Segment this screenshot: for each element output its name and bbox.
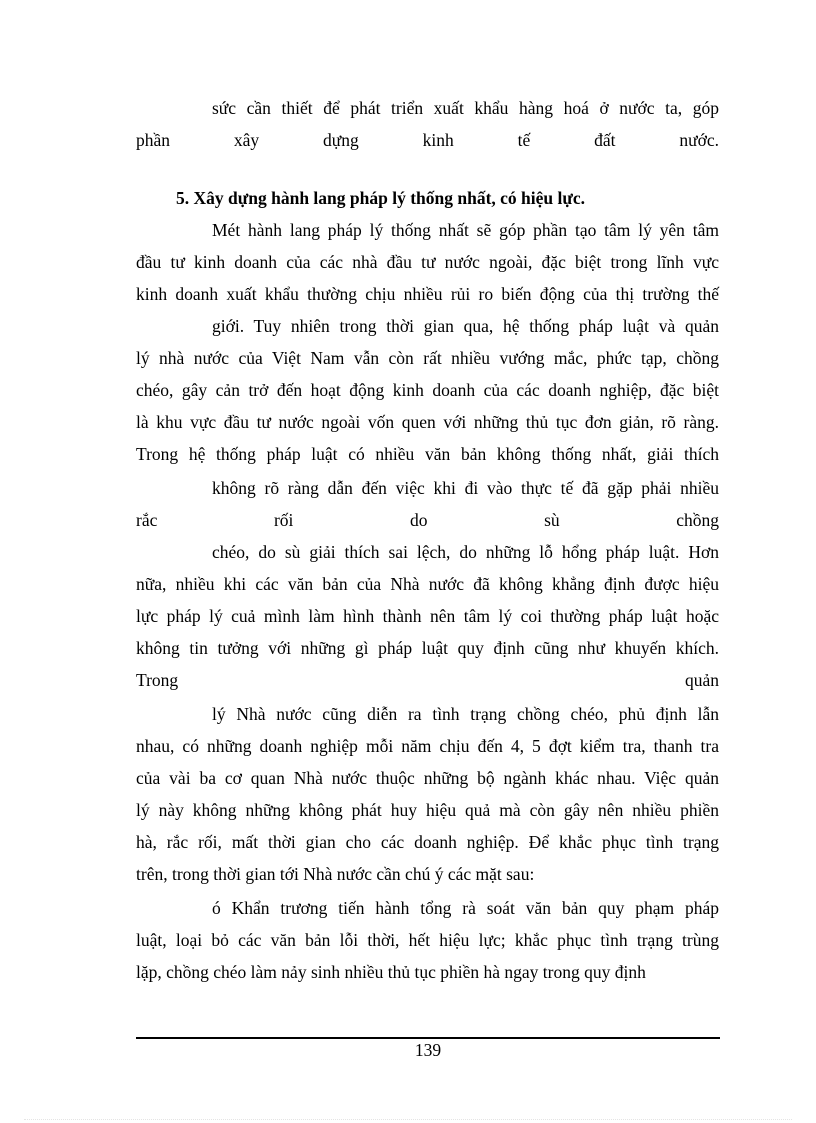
text-line: chéo, gây cản trở đến hoạt động kinh doanh của các doanh nghiệp, đặc biệt	[136, 380, 719, 400]
text-line: Mét hành lang pháp lý thống nhất sẽ góp phần tạo tâm lý yên tâm	[212, 220, 719, 240]
text-line: Trong quản	[136, 670, 719, 690]
text-line: lý Nhà nước cũng diễn ra tình trạng chồng chéo, phủ định lẫn	[212, 704, 719, 724]
text-line: sức cần thiết để phát triển xuất khẩu hàng hoá ở nước ta, góp	[212, 98, 719, 118]
text-line: phần xây dựng kinh tế đất nước.	[136, 130, 719, 150]
text-line: không rõ ràng dẫn đến việc khi đi vào thực tế đã gặp phải nhiều	[212, 478, 719, 498]
text-line: lực pháp lý cuả mình làm hình thành nên tâm lý coi thường pháp luật hoặc	[136, 606, 719, 626]
text-line: Trong hệ thống pháp luật có nhiều văn bản không thống nhất, giải thích	[136, 444, 719, 464]
text-line: nữa, nhiều khi các văn bản của Nhà nước đã không khẳng định được hiệu	[136, 574, 719, 594]
text-line: không tin tưởng với những gì pháp luật quy định cũng như khuyến khích.	[136, 638, 719, 658]
text-line: hà, rắc rối, mất thời gian cho các doanh nghiệp. Để khắc phục tình trạng	[136, 832, 719, 852]
text-line: kinh doanh xuất khẩu thường chịu nhiều rủi ro biến động của thị trường thế	[136, 284, 719, 304]
text-line: nhau, có những doanh nghiệp mỗi năm chịu đến 4, 5 đợt kiểm tra, thanh tra	[136, 736, 719, 756]
text-line: của vài ba cơ quan Nhà nước thuộc những bộ ngành khác nhau. Việc quản	[136, 768, 719, 788]
text-line: là khu vực đầu tư nước ngoài vốn quen với những thủ tục đơn giản, rõ ràng.	[136, 412, 719, 432]
section-heading: 5. Xây dựng hành lang pháp lý thống nhất, có hiệu lực.	[176, 188, 586, 208]
page-edge-divider	[24, 1119, 792, 1120]
text-line: ó Khẩn trương tiến hành tổng rà soát văn bản quy phạm pháp	[212, 898, 719, 918]
text-line: trên, trong thời gian tới Nhà nước cần chú ý các mặt sau:	[136, 864, 535, 884]
text-line: giới. Tuy nhiên trong thời gian qua, hệ thống pháp luật và quản	[212, 316, 719, 336]
text-line: lặp, chồng chéo làm nảy sinh nhiều thủ tục phiền hà ngay trong quy định	[136, 962, 646, 982]
text-line: lý nhà nước của Việt Nam vẫn còn rất nhiều vướng mắc, phức tạp, chồng	[136, 348, 719, 368]
text-line: rắc rối do sù chồng	[136, 510, 719, 530]
text-line: chéo, do sù giải thích sai lệch, do những lỗ hổng pháp luật. Hơn	[212, 542, 719, 562]
text-line: lý này không những không phát huy hiệu quả mà còn gây nên nhiều phiền	[136, 800, 719, 820]
text-line: đầu tư kinh doanh của các nhà đầu tư nước ngoài, đặc biệt trong lĩnh vực	[136, 252, 719, 272]
page-number: 139	[414, 1040, 442, 1060]
text-line: luật, loại bỏ các văn bản lỗi thời, hết hiệu lực; khắc phục tình trạng trùng	[136, 930, 719, 950]
